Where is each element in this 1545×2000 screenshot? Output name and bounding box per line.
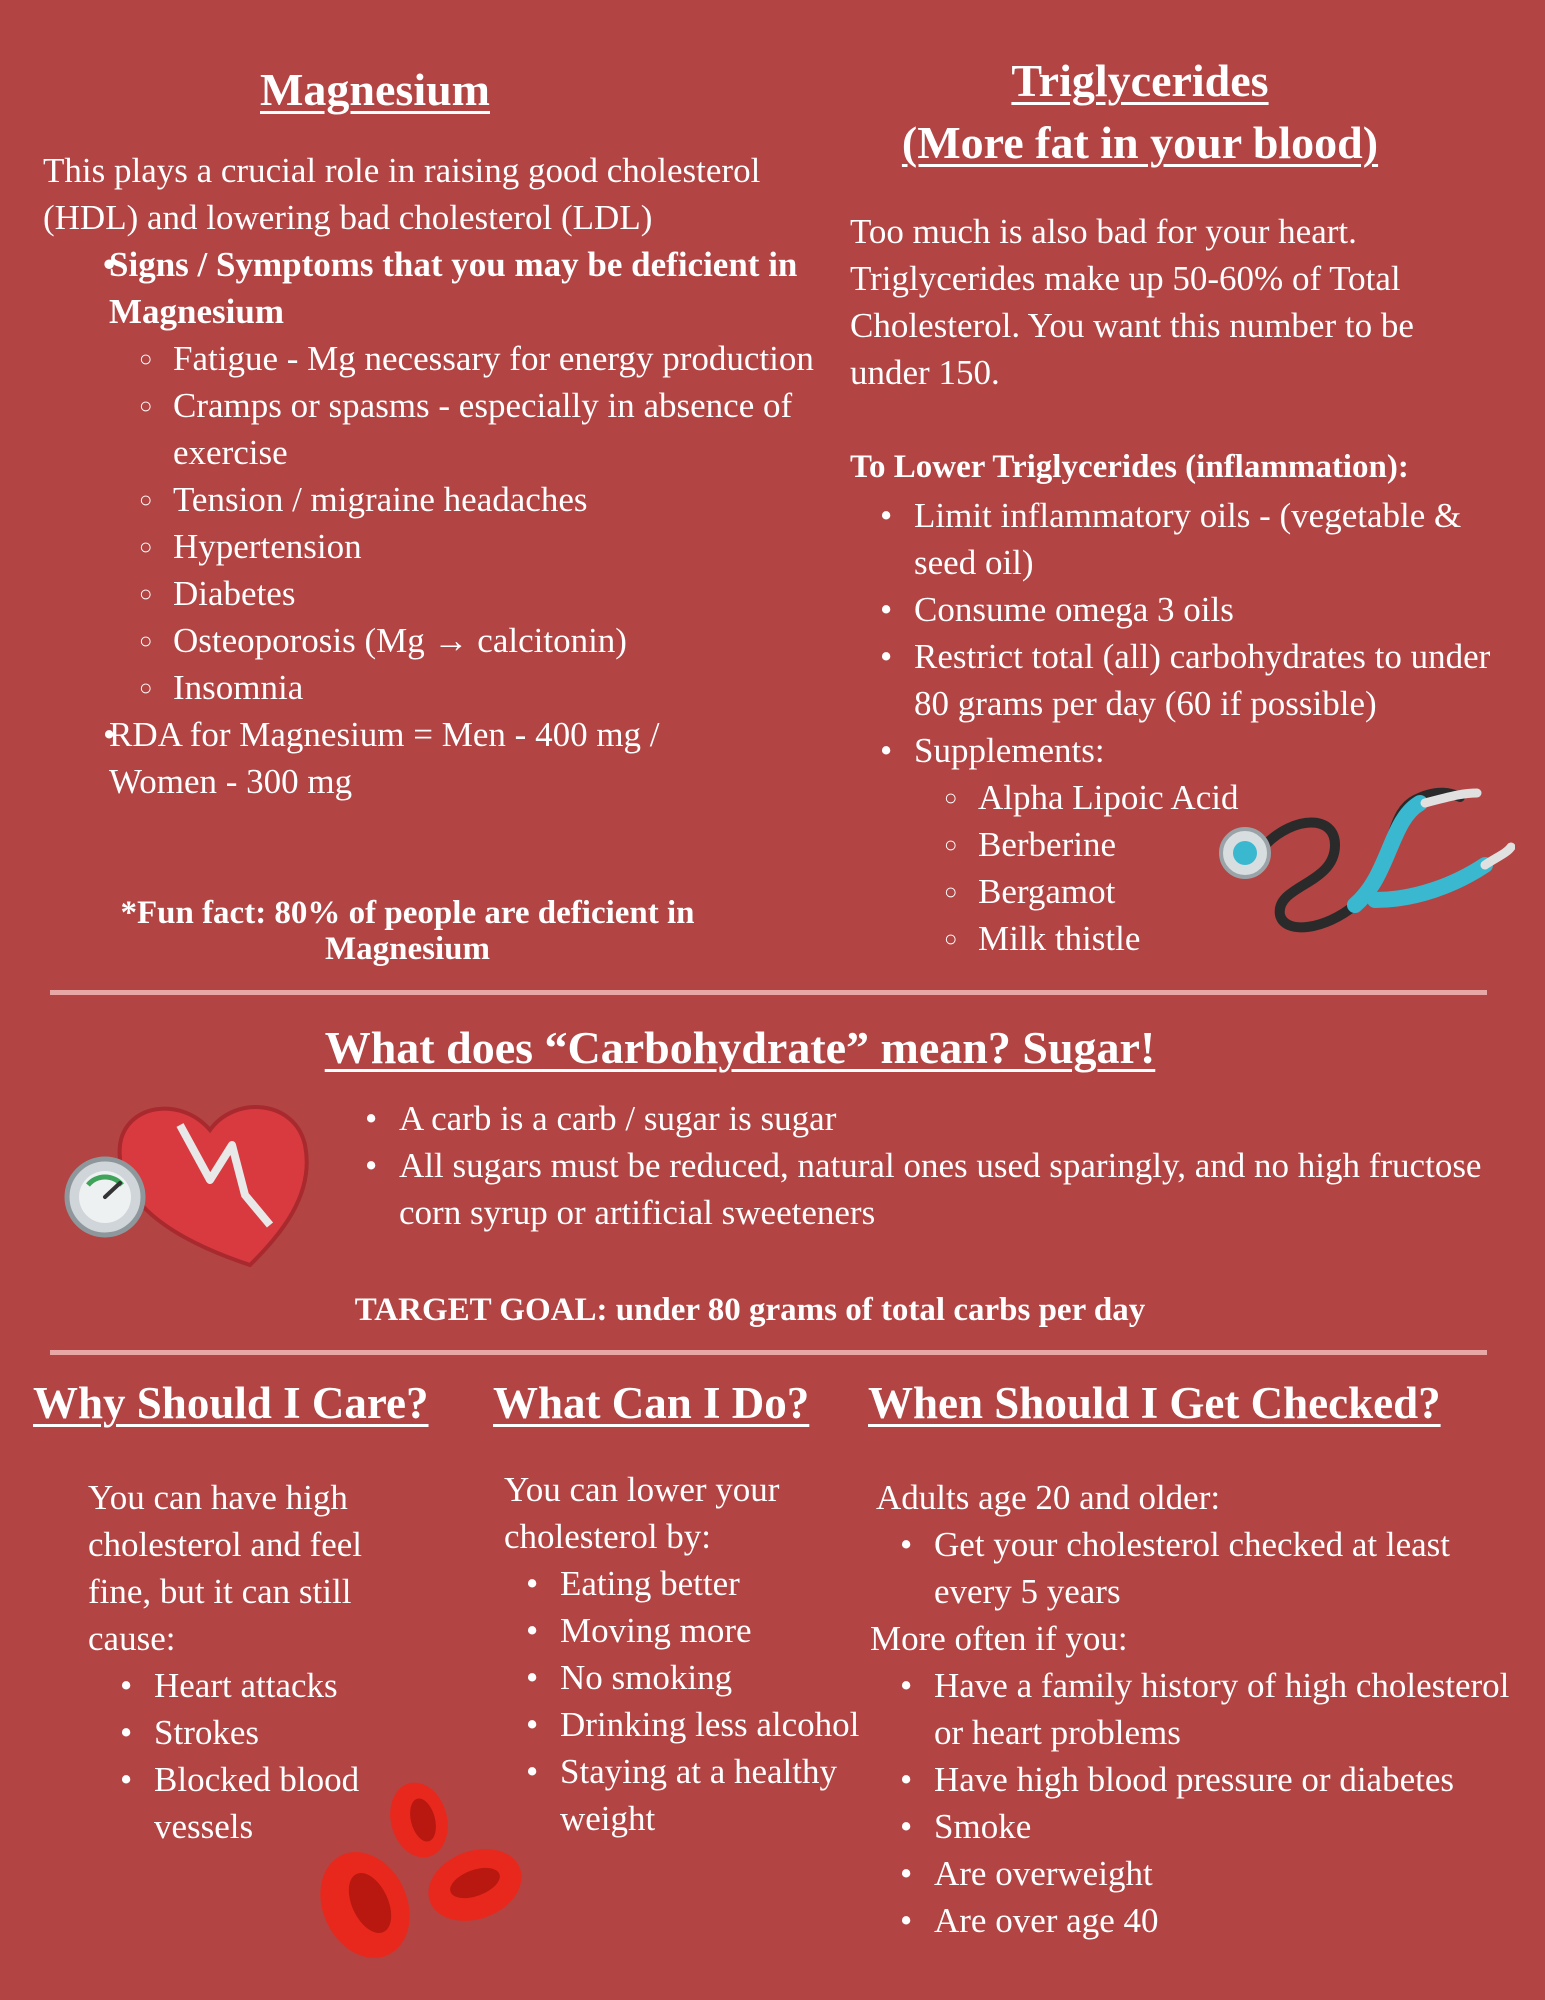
supplements-label: Supplements: <box>914 731 1105 770</box>
list-item: ○ Milk thistle <box>914 915 1520 962</box>
list-item: ○ Berberine <box>914 821 1520 868</box>
heart-gauge-icon <box>60 1085 320 1270</box>
list-item: • A carb is a carb / sugar is sugar <box>335 1095 1485 1142</box>
what-title: What Can I Do? <box>493 1378 810 1428</box>
triglycerides-title <box>830 50 1450 174</box>
list-item: ○ Hypertension <box>109 523 823 570</box>
triglycerides-title-line1: Triglycerides <box>1011 55 1269 106</box>
divider <box>50 990 1487 995</box>
list-item: ○ Bergamot <box>914 868 1520 915</box>
what-list <box>496 1560 884 1842</box>
list-item: • Are overweight <box>870 1850 1520 1897</box>
when-intro: Adults age 20 and older: <box>876 1478 1221 1517</box>
when-list-1 <box>870 1521 1520 1615</box>
list-item: ○ Tension / migraine headaches <box>109 476 823 523</box>
lower-triglycerides-heading: To Lower Triglycerides (inflammation): <box>850 449 1409 485</box>
what-section <box>504 1466 884 1842</box>
when-section <box>870 1474 1520 1944</box>
list-item: • Have a family history of high cholesterol or heart problems <box>870 1662 1520 1756</box>
list-item: • Restrict total (all) carbohydrates to under 80 grams per day (60 if possible) <box>850 633 1520 727</box>
list-item: ○ Alpha Lipoic Acid <box>914 774 1520 821</box>
list-item: ○ Insomnia <box>109 664 823 711</box>
triglycerides-title-line2: (More fat in your blood) <box>901 117 1379 168</box>
list-item: • Strokes <box>90 1709 428 1756</box>
list-item: ○ Diabetes <box>109 570 823 617</box>
symptoms-list <box>109 335 823 711</box>
list-item: • Consume omega 3 oils <box>850 586 1520 633</box>
list-item: • Get your cholesterol checked at least every 5 years <box>870 1521 1520 1615</box>
why-title: Why Should I Care? <box>33 1378 429 1428</box>
rda-item: • RDA for Magnesium = Men - 400 mg / Women - 300 mg <box>73 711 729 805</box>
when-list-2 <box>870 1662 1520 1944</box>
magnesium-title: Magnesium <box>260 64 490 115</box>
magnesium-section <box>43 147 823 805</box>
list-item: • Moving more <box>496 1607 884 1654</box>
carbs-title: What does “Carbohydrate” mean? Sugar! <box>324 1022 1156 1073</box>
signs-heading <box>73 241 823 711</box>
list-item: • Smoke <box>870 1803 1520 1850</box>
list-item: • Have high blood pressure or diabetes <box>870 1756 1520 1803</box>
signs-heading-text: Signs / Symptoms that you may be deficient in Magnesium <box>109 245 798 331</box>
list-item: ○ Fatigue - Mg necessary for energy production <box>109 335 823 382</box>
carbs-list <box>335 1095 1485 1236</box>
list-item: • Heart attacks <box>90 1662 428 1709</box>
triglycerides-intro: Too much is also bad for your heart. Triglycerides make up 50-60% of Total Cholesterol. You want this number to be under 150. <box>850 212 1414 392</box>
fun-fact: *Fun fact: 80% of people are deficient in Magnesium <box>120 895 695 967</box>
why-intro: You can have high cholesterol and feel fine, but it can still cause: <box>88 1478 363 1658</box>
list-item: • Are over age 40 <box>870 1897 1520 1944</box>
list-item: ○ Osteoporosis (Mg → calcitonin) <box>109 617 823 664</box>
when-title: When Should I Get Checked? <box>868 1378 1441 1428</box>
magnesium-intro: This plays a crucial role in raising good cholesterol (HDL) and lowering bad cholesterol (LDL) <box>43 151 761 237</box>
more-often-text: More often if you: <box>870 1619 1128 1658</box>
magnesium-list <box>73 241 823 805</box>
list-item: • No smoking <box>496 1654 884 1701</box>
target-goal: TARGET GOAL: under 80 grams of total carbs per day <box>354 1292 1146 1328</box>
what-intro: You can lower your cholesterol by: <box>504 1470 780 1556</box>
list-item: • Staying at a healthy weight <box>496 1748 884 1842</box>
stethoscope-icon <box>1215 775 1515 935</box>
list-item: • Limit inflammatory oils - (vegetable & seed oil) <box>850 492 1520 586</box>
blood-cells-icon <box>315 1775 525 1970</box>
list-item: • Blocked blood vessels <box>90 1756 428 1850</box>
list-item: ○ Cramps or spasms - especially in absence of exercise <box>109 382 823 476</box>
list-item: • All sugars must be reduced, natural ones used sparingly, and no high fructose corn syrup or artificial sweeteners <box>335 1142 1485 1236</box>
list-item: • Drinking less alcohol <box>496 1701 884 1748</box>
divider <box>50 1350 1487 1355</box>
list-item: • Eating better <box>496 1560 884 1607</box>
